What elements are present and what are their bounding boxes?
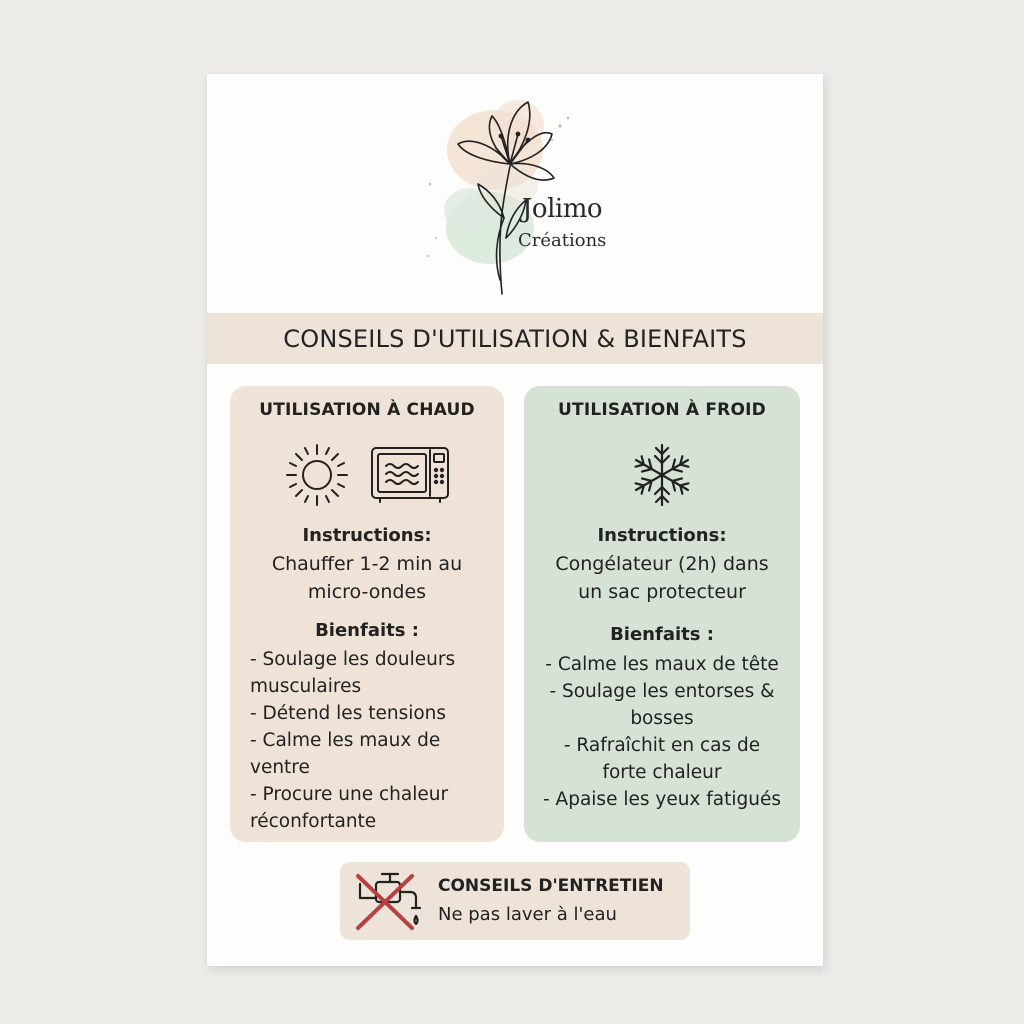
cold-benefit-line: - Apaise les yeux fatigués (543, 789, 781, 810)
cold-instructions (534, 522, 790, 606)
cold-instructions-line: un sac protecteur (578, 581, 746, 603)
cold-instructions-line: Congélateur (2h) dans (555, 553, 769, 575)
cold-icons (524, 440, 800, 506)
hot-instructions-line: Chauffer 1-2 min au (271, 553, 463, 575)
hot-benefit-line: - Calme les maux de (250, 730, 441, 751)
hot-benefit-line: musculaires (250, 676, 362, 697)
hot-icons (230, 440, 504, 506)
care-text: Ne pas laver à l'eau (438, 904, 617, 925)
cold-panel-title: UTILISATION À FROID (558, 400, 766, 420)
care-title: CONSEILS D'ENTRETIEN (438, 876, 664, 896)
hot-panel-title: UTILISATION À CHAUD (259, 400, 475, 420)
brand-logo (400, 88, 650, 298)
sun-icon (284, 442, 350, 508)
cold-benefit-line: - Soulage les entorses & (549, 681, 775, 702)
brand-name: Jolimo (522, 194, 603, 224)
brand-subtitle: Créations (518, 230, 607, 251)
hot-instructions-heading: Instructions: (302, 525, 432, 546)
page-title: CONSEILS D'UTILISATION & BIENFAITS (207, 313, 823, 364)
cold-benefits-list (534, 651, 790, 813)
hot-instructions-line: micro-ondes (307, 581, 427, 603)
cold-benefit-line: - Calme les maux de tête (545, 654, 779, 675)
hot-benefit-line: ventre (250, 757, 310, 778)
hot-usage-panel (230, 386, 504, 842)
care-instructions-box (340, 862, 690, 940)
cold-benefit-line: bosses (630, 708, 694, 729)
hot-benefits-heading: Bienfaits : (315, 620, 419, 641)
hot-benefit-line: - Soulage les douleurs (250, 649, 456, 670)
flower-logo-icon (400, 88, 650, 298)
hot-benefit-line: - Détend les tensions (250, 703, 447, 724)
cold-instructions-heading: Instructions: (597, 525, 727, 546)
hot-benefits-list (250, 646, 496, 835)
cold-benefit-line: - Rafraîchit en cas de (563, 735, 761, 756)
cold-benefit-line: forte chaleur (602, 762, 722, 783)
hot-benefit-line: - Procure une chaleur (250, 784, 449, 805)
no-water-tap-icon (352, 868, 422, 934)
hot-instructions (240, 522, 494, 606)
microwave-icon (370, 446, 452, 504)
cold-benefits-heading: Bienfaits : (610, 624, 714, 645)
cold-usage-panel (524, 386, 800, 842)
snowflake-icon (630, 442, 694, 508)
hot-benefit-line: réconfortante (250, 811, 377, 832)
